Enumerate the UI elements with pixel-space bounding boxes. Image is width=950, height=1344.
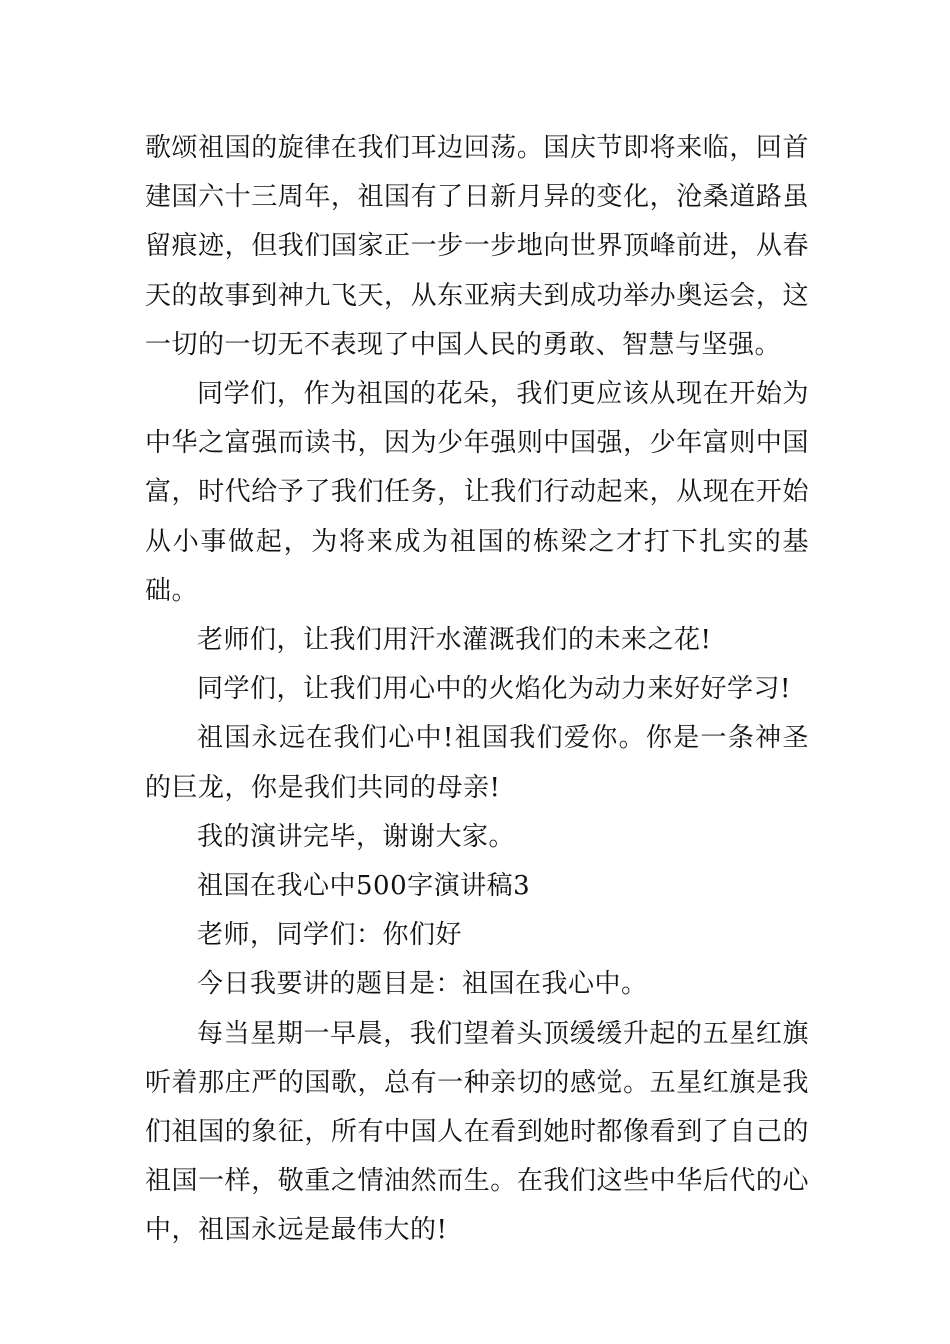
greeting: 老师，同学们：你们好 <box>197 920 463 951</box>
paragraph-4: 同学们，让我们用心中的火焰化为动力来好好学习! <box>197 674 791 705</box>
document-body <box>145 124 809 1256</box>
paragraph-5: 祖国永远在我们心中!祖国我们爱你。你是一条神圣的巨龙，你是我们共同的母亲! <box>145 723 809 803</box>
paragraph-2: 同学们，作为祖国的花朵，我们更应该从现在开始为中华之富强而读书，因为少年强则中国强，少年富则中国富，时代给予了我们任务，让我们行动起来，从现在开始从小事做起，为将来成为祖国的栋梁之才打下扎实的基础。 <box>145 379 809 606</box>
section-heading: 祖国在我心中500字演讲稿3 <box>197 871 531 902</box>
paragraph-1: 歌颂祖国的旋律在我们耳边回荡。国庆节即将来临，回首建国六十三周年，祖国有了日新月异的变化，沧桑道路虽留痕迹，但我们国家正一步一步地向世界顶峰前进，从春天的故事到神九飞天，从东亚病夫到成功举办奥运会，这一切的一切无不表现了中国人民的勇敢、智慧与坚强。 <box>145 133 809 360</box>
speech-topic: 今日我要讲的题目是：祖国在我心中。 <box>197 969 648 1000</box>
paragraph-6: 我的演讲完毕，谢谢大家。 <box>197 821 516 852</box>
paragraph-10: 每当星期一早晨，我们望着头顶缓缓升起的五星红旗听着那庄严的国歌，总有一种亲切的感觉。五星红旗是我们祖国的象征，所有中国人在看到她时都像看到了自己的祖国一样，敬重之情油然而生。在我们这些中华后代的心中，祖国永远是最伟大的! <box>145 1018 809 1246</box>
paragraph-3: 老师们，让我们用汗水灌溉我们的未来之花! <box>197 625 712 656</box>
